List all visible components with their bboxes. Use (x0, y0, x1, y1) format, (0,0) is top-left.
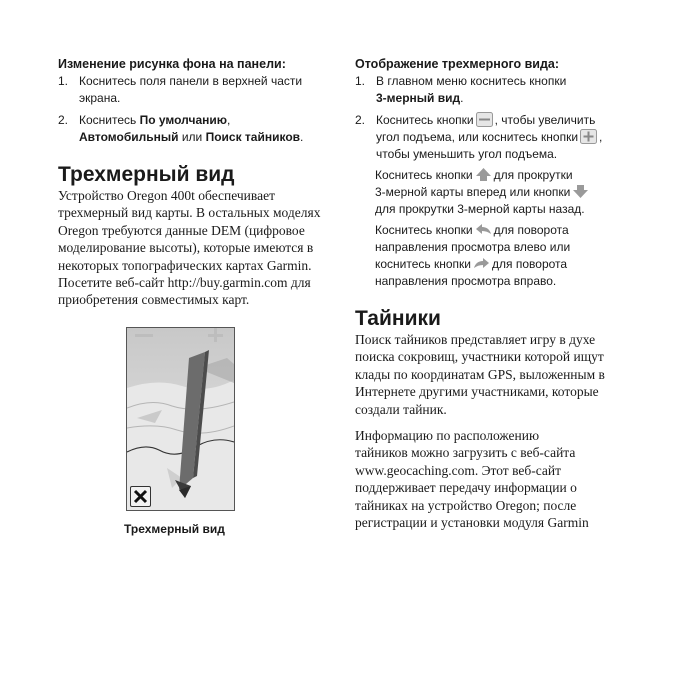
paragraph-line: приобретения совместимых карт. (58, 292, 250, 308)
step-number: 1. (355, 74, 366, 88)
right-step-1: 1. В главном меню коснитесь кнопки 3-мерный вид. (355, 74, 567, 105)
dashboard-background-subhead: Изменение рисунка фона на панели: (58, 57, 286, 71)
close-icon[interactable] (130, 486, 151, 507)
figure-caption: Трехмерный вид (124, 522, 225, 536)
3d-view-option: 3-мерный вид (376, 91, 461, 105)
scroll-forward-icon (475, 167, 492, 182)
step-text-line: экрана. (79, 91, 121, 105)
paragraph-line: создали тайник. (355, 401, 447, 417)
step-number: 2. (58, 113, 69, 127)
3d-view-paragraph (58, 187, 320, 309)
paragraph-line: тайниках на устройство Oregon; после (355, 497, 577, 513)
paragraph-line: тайников можно загрузить с веб-сайта (355, 445, 576, 461)
right-step-2: 2. Коснитесь кнопки , чтобы увеличить угол подъема, или коснитесь кнопки , чтобы уменьшить угол подъема. (355, 113, 603, 161)
step-number: 1. (58, 74, 69, 88)
scroll-back-icon (572, 184, 589, 199)
minus-icon[interactable] (135, 334, 153, 337)
geocaches-heading: Тайники (355, 307, 441, 330)
3d-view-heading: Трехмерный вид (58, 163, 235, 186)
rotate-right-icon (473, 256, 490, 271)
rotate-instructions: Коснитесь кнопки для поворота направления просмотра влево или коснитесь кнопки для поворота направления просмотра вправо. (375, 223, 571, 288)
step-text-line: Коснитесь поля панели в верхней части (79, 74, 303, 88)
geocaching-option: Поиск тайников (205, 130, 301, 144)
paragraph-line: Интернете другими участниками, которые (355, 384, 599, 400)
paragraph-line: Oregon требуются данные DEM (цифровое (58, 222, 305, 238)
default-option: По умолчанию (139, 113, 228, 127)
paragraph-line: регистрации и установки модуля Garmin (355, 514, 589, 530)
3d-map-illustration (127, 328, 234, 510)
paragraph-line: Устройство Oregon 400t обеспечивает (58, 188, 275, 203)
paragraph-line: трехмерный вид карты. В остальных моделях (58, 205, 321, 221)
paragraph-line: клады по координатам GPS, выложенным в (355, 366, 605, 382)
paragraph-line: некоторых топографических картах Garmin. (58, 257, 312, 273)
3d-view-display-subhead: Отображение трехмерного вида: (355, 57, 560, 71)
step-number: 2. (355, 113, 366, 127)
geocaches-paragraph-2 (355, 427, 589, 531)
step-text-line: В главном меню коснитесь кнопки (376, 74, 567, 88)
paragraph-line: Поиск тайников представляет игру в духе (355, 332, 596, 347)
geocaches-paragraph-1 (355, 331, 605, 418)
rotate-left-icon (475, 222, 492, 237)
plus-icon[interactable] (208, 328, 224, 344)
paragraph-line: моделирование высоты), которые имеются в (58, 240, 314, 256)
automotive-option: Автомобильный (79, 130, 179, 144)
tilt-decrease-icon (580, 129, 597, 144)
paragraph-line: Посетите веб-сайт http://buy.garmin.com для (58, 274, 311, 290)
left-step-1 (58, 73, 328, 107)
3d-map-figure (126, 327, 235, 511)
scroll-instructions: Коснитесь кнопки для прокрутки 3-мерной карты вперед или кнопки для прокрутки 3-мерной карты назад. (375, 167, 591, 218)
paragraph-line: поиска сокровищ, участники которой ищут (355, 349, 604, 365)
tilt-increase-icon (476, 112, 493, 127)
left-step-2: 2. Коснитесь По умолчанию, Автомобильный или Поиск тайников. (58, 113, 304, 144)
paragraph-line: www.geocaching.com. Этот веб-сайт (355, 462, 561, 478)
step-text: Коснитесь (79, 113, 140, 127)
paragraph-line: Информацию по расположению (355, 428, 540, 443)
paragraph-line: поддерживает передачу информации о (355, 480, 577, 496)
